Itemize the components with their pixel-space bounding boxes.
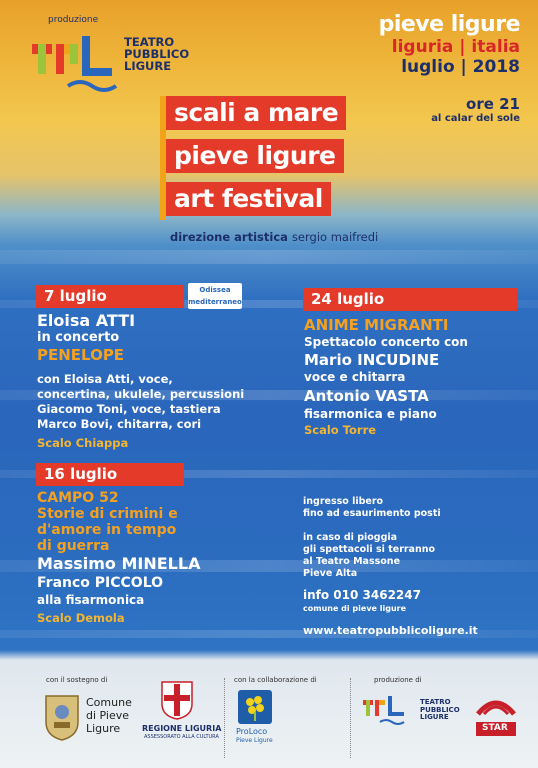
event3-details	[37, 490, 287, 625]
proloco-name	[236, 727, 273, 745]
direction-label: direzione artistica	[170, 230, 288, 244]
event2-place: Scalo Torre	[304, 423, 377, 437]
tpl-line2: PUBBLICO	[124, 47, 190, 61]
tpl-footer-line2: PUBBLICO	[420, 705, 460, 714]
event3-place: Scalo Demola	[37, 611, 125, 625]
title-line1: scali a mare	[166, 96, 346, 130]
proloco-line2: Pieve Ligure	[236, 737, 273, 744]
event2-sub: Spettacolo concerto con	[304, 335, 468, 349]
event1-details	[37, 312, 297, 450]
artistic-direction	[170, 230, 378, 244]
event3-date: 16 luglio	[36, 463, 184, 486]
region: liguria | italia	[391, 37, 520, 57]
website-link[interactable]: www.teatropubblicoligure.it	[303, 624, 478, 637]
event2-role1: voce e chitarra	[304, 370, 406, 384]
event1-sub: in concerto	[37, 330, 120, 345]
footer-divider2	[350, 678, 352, 758]
tpl-line3: LIGURE	[124, 59, 172, 73]
event3-show3: d'amore in tempo	[37, 522, 177, 538]
comune-crest-icon	[44, 692, 80, 742]
free-entry: ingresso libero	[303, 496, 384, 507]
comune-line3: Ligure	[86, 722, 121, 735]
rain-note2: gli spettacoli si terranno	[303, 544, 436, 555]
tpl-footer-line3: LIGURE	[420, 713, 449, 721]
tpl-footer-line1: TEATRO	[420, 698, 451, 706]
rain-note4: Pieve Alta	[303, 568, 358, 579]
event1-date: 7 luglio	[36, 285, 184, 308]
event2-performer1: Mario INCUDINE	[304, 351, 440, 369]
rain-note3: al Teatro Massone	[303, 556, 401, 567]
start-time: ore 21	[466, 95, 520, 113]
title-line3: art festival	[166, 182, 331, 216]
tpl-wordmark	[124, 36, 189, 72]
tpl-line1: TEATRO	[124, 35, 175, 49]
rain-note1: in caso di pioggia	[303, 532, 398, 543]
event1-show: PENELOPE	[37, 346, 125, 364]
info-phone: info 010 3462247	[303, 588, 421, 602]
comune-line1: Comune	[86, 696, 132, 709]
production-label: produzione	[48, 15, 99, 25]
regione-liguria-crest-icon	[160, 680, 194, 720]
odissea-badge-text: Odissea mediterraneo	[188, 286, 242, 306]
event1-line4: Marco Bovi, chitarra, cori	[37, 417, 202, 431]
event1-performer: Eloisa ATTI	[37, 311, 136, 330]
director-name: sergio maifredi	[291, 230, 379, 244]
event3-show2: Storie di crimini e	[37, 506, 178, 522]
produzione-label: produzione di	[374, 676, 422, 684]
event2-date: 24 luglio	[303, 288, 517, 311]
event2-role2: fisarmonica e piano	[304, 407, 437, 421]
proloco-line1: ProLoco	[236, 727, 268, 736]
star-text: STAR	[482, 723, 508, 733]
month-year: luglio | 2018	[401, 57, 520, 77]
event1-line1: con Eloisa Atti, voce,	[37, 372, 173, 386]
event3-role2: alla fisarmonica	[37, 593, 145, 607]
info-phone-sub: comune di pieve ligure	[303, 604, 407, 613]
event3-performer1: Massimo MINELLA	[37, 554, 201, 573]
tpl-footer-wordmark	[420, 699, 460, 722]
sunset-note: al calar del sole	[431, 113, 520, 124]
event2-show: ANIME MIGRANTI	[304, 316, 449, 334]
free-entry-sub: fino ad esaurimento posti	[303, 508, 441, 519]
event1-place: Scalo Chiappa	[37, 436, 129, 450]
event2-performer2: Antonio VASTA	[304, 387, 429, 405]
collab-label: con la collaborazione di	[234, 676, 317, 684]
event3-performer2: Franco PICCOLO	[37, 575, 164, 591]
footer-divider1	[224, 678, 226, 758]
title-line2: pieve ligure	[166, 139, 344, 173]
comune-line2: di Pieve	[86, 709, 130, 722]
event1-line2: concertina, ukulele, percussioni	[37, 387, 245, 401]
place-title: pieve ligure	[378, 12, 520, 37]
regione-name: REGIONE LIGURIA	[142, 724, 222, 733]
event1-line3: Giacomo Toni, voce, tastiera	[37, 402, 221, 416]
festival-info	[379, 12, 520, 124]
regione-sub: ASSESSORATO ALLA CULTURA	[144, 734, 219, 740]
odissea-badge	[188, 283, 242, 309]
star-logo-icon	[474, 692, 518, 742]
event3-show1: CAMPO 52	[37, 490, 119, 506]
event2-details	[304, 316, 534, 437]
sostegno-label: con il sostegno di	[46, 676, 108, 684]
proloco-logo-icon	[238, 690, 272, 724]
tpl-footer-logo-icon	[362, 696, 416, 726]
event3-show4: di guerra	[37, 538, 110, 554]
info-block	[303, 496, 528, 637]
comune-name	[86, 696, 132, 735]
